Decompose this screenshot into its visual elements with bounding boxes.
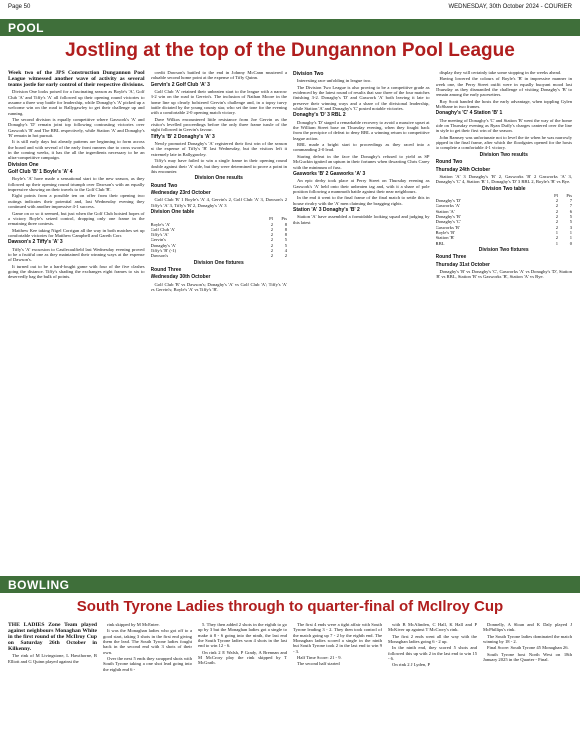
- bowling-column-5: [388, 622, 477, 732]
- table-cell: 2: [270, 226, 273, 232]
- paragraph: Dave Wilkos encountered little resistance from Joe Gervin as the visitor's levelled proceedings before the only three frame tussle of the night followed in Gervin's favour.: [150, 116, 287, 133]
- subheading: Division One fixtures: [193, 259, 244, 266]
- paragraph: Interesting race unfolding in league two.: [297, 78, 372, 84]
- table-cell: 8: [284, 226, 287, 232]
- table-cell: Gasworks 'A': [435, 203, 460, 209]
- subheading: Division One: [8, 161, 39, 168]
- paragraph: It is still early days but already patterns are beginning to form across the board and with several of the early front runners due to cross swords in the coming weeks, it has the all the ingredients necessary to be an ultra-competitive campaign.: [8, 139, 145, 161]
- paragraph: It was the Monaghan ladies who got off to a good start, taking 3 shots in the first end giving them the lead. The South Tyrone ladies fought back in the second end with 3 shots of their own.: [103, 628, 192, 655]
- paragraph: The rink of M Livingstone, L Hawthorne, B Elliott and G Quinn played against the: [8, 653, 97, 664]
- table-cell: 2: [555, 214, 558, 220]
- paragraph: South Tyrone host North West on 18th January 2025 in the Quarter - Final.: [483, 651, 572, 663]
- paragraph: Having lowered the colours of Boyle's 'B' in impressive manner in week one, the Perry Street outfit were in equally buoyant mood last Thursday as they dismantled the challenge of visiting Donaghy's 'B' to remain among the early pacesetters.: [435, 76, 572, 98]
- bowling-section-band: [0, 576, 580, 593]
- subheading: Division Two: [293, 71, 324, 77]
- table-cell: Station 'B': [435, 235, 455, 241]
- subheading: Gervin's 2 Golf Club 'A' 3: [150, 81, 210, 88]
- paragraph: THE LADIES Zone Team played against neighbours Monaghan White in the first round of the McIlroy Cup on Saturday 26th October in Kilkenny.: [8, 622, 97, 653]
- paragraph: credit Dawson's battled to the end in Johnny McCann mustered a valuable second home point at the expense of Tiffy Quinn.: [150, 70, 287, 81]
- paragraph: The second division is equally competitive where Gaswork's 'A' and Donaghy's 'D' remain joint top following contrasting victories over Gaswork's 'B' and The RBL respectively, while Station 'A' and Donaghy's 'B' remain in hot pursuit.: [8, 117, 145, 139]
- table-cell: 5: [284, 237, 287, 243]
- table-cell: 8: [284, 221, 287, 227]
- table-cell: 5: [284, 242, 287, 248]
- table-cell: Pl: [554, 192, 558, 198]
- paragraph: Tiffy's may have failed to win a single frame in their opening round double against their 'A' side, but they were determined to prove a point in this encounter.: [150, 158, 287, 174]
- subheading: Round Three: [435, 254, 467, 261]
- table-cell: 2: [555, 224, 558, 230]
- paragraph: Golf Club 'A' retained their unbeaten start to the league with a narrow 3-2 win on the road to Gervin's. The inclusion of Nathan Moore in the home line up clearly bolstered Gervin's challenge and, in a topsy turvy battle dictated by the young county star, who set the tone for the evening with a comfortable 2-0 opening match victory.: [150, 89, 287, 116]
- table-cell: RBL: [435, 240, 445, 246]
- subheading: Division One results: [194, 175, 243, 182]
- table-cell: 2: [555, 208, 558, 214]
- bowling-headline: South Tyrone Ladies through to quarter-final of McIlroy Cup: [76, 598, 504, 615]
- pool-section-label: POOL: [8, 21, 45, 35]
- paragraph: The second half started: [297, 661, 340, 667]
- subheading: Gasworks 'B' 2 Gasworks 'A' 3: [293, 170, 366, 177]
- table-cell: Dawson's: [150, 253, 169, 259]
- pool-section-band: [0, 19, 580, 36]
- table-cell: 7: [569, 198, 572, 204]
- issue-date: WEDNESDAY, 30th October 2024 - COURIER: [448, 4, 572, 10]
- table-cell: 7: [569, 203, 572, 209]
- table-cell: 1: [555, 240, 558, 246]
- page-header: [0, 0, 580, 16]
- fixtures-text: Golf Club 'B' vs Dawson's; Donaghy's 'A' vs Golf Club 'A'; Tiffy's 'A' vs Gervin's; Boyle's 'A' vs Tiffy's 'B'.: [150, 281, 287, 292]
- bowling-column-2: [103, 622, 192, 732]
- pool-article: [8, 70, 572, 568]
- table-cell: 3: [569, 224, 572, 230]
- bowling-column-1: [8, 622, 97, 732]
- paragraph: Roy Scott handed the hosts the early advantage, when toppling Gylen McShane in two frames.: [435, 98, 572, 110]
- paragraph: Final Score: South Tyrone 45 Monaghan 26.: [487, 645, 569, 651]
- paragraph: Division One looks poised for a fascinating season as Boyle's 'A', Golf Club 'A' and Tiffy's 'A' all followed up their opening round victories to assume a three way battle for leadership, while Donaghy's 'A' picked up a welcome win on the road to Ballygawley to get their challenge up and running.: [8, 89, 145, 116]
- table-cell: 6: [569, 208, 572, 214]
- subheading: Thursday 24th October: [435, 166, 491, 173]
- table-cell: 4: [284, 248, 287, 254]
- table-cell: 5: [569, 214, 572, 220]
- paragraph: On rink 2 E Walsh, P Grady, A Brennan and M McCrory play the rink skipped by T McGrath.: [198, 649, 287, 666]
- results-text: Golf Club 'B' 1 Boyle's 'A' 4, Gervin's 2, Golf Club 'A' 3, Dawson's 2 Tiffy's 'A' 3, Tiffy's 'B' 2, Donaghy's 'A' 3: [150, 197, 287, 208]
- results-text: Station 'A' 3 Donaghy's 'B' 2, Gasworks 'B' 2 Gasworks 'A' 3, Donaghy's 'C' 4, Station 'B' 1, Donaghy's 'D' 3 RBL 2, Boyle's 'B' vs Bye.: [435, 173, 572, 185]
- paragraph: 5. They then added 2 shots in the eighth to go up by 3 but the Monaghan ladies got a single to make it 8 - 6 going into the ninth, the last end the South Tyrone ladies won 4 shots in the last end to win 12 - 6.: [198, 622, 287, 649]
- paragraph: Half Time Score: 21 - 9.: [297, 655, 342, 661]
- paragraph: Tiffy's 'A' excursion to Castlecaulfield last Wednesday evening proved to be a fruitful one as they maintained their winning ways at the expense of Dawson's.: [8, 246, 145, 263]
- bowling-column-6: [483, 622, 572, 732]
- table-cell: 8: [284, 232, 287, 238]
- paragraph: In the ninth end, they scored 5 shots and followed this up with 2 in the last end to win 15 - 6.: [388, 645, 477, 662]
- paragraph: rink skipped by M McEntee.: [107, 622, 160, 627]
- pool-column-4: [436, 70, 573, 568]
- league-table: [151, 216, 288, 258]
- pool-headline: Jostling at the top of the Dungannon Pool League: [65, 40, 515, 61]
- paragraph: with B McAlinden, C Hall, K Hall and P McKiver up against T McCrory's rink.: [388, 622, 477, 633]
- table-cell: 2: [555, 198, 558, 204]
- subheading: Division One table: [150, 208, 195, 215]
- paragraph: Game on or so it seemed, but just when the Golf Club hoisted hopes of a victory Boyle's seized control, dropping only one frame in the remaining three contests.: [8, 210, 145, 227]
- subheading: Round Two: [435, 159, 463, 166]
- table-cell: Gervin's: [150, 237, 166, 243]
- table-cell: Boyle's 'A': [150, 221, 171, 227]
- paragraph: Eight points from a possible ten on offer from their opening two outings indicates their potential and, last Wednesday evening they continued with another impressive 4-1 success.: [8, 193, 145, 210]
- table-cell: 2: [270, 253, 273, 259]
- table-row: [436, 241, 573, 246]
- paragraph: Boyle's 'A' have made a sensational start to the new season, as they followed up their opening round triumph over Dawson's with an equally impressive showing on their travels to the Golf Club 'B'.: [8, 176, 145, 193]
- table-cell: 5: [569, 219, 572, 225]
- table-cell: 2: [270, 237, 273, 243]
- paragraph: The South Tyrone ladies dominated the match winning by 18 - 2.: [483, 633, 572, 645]
- table-cell: 2: [270, 221, 273, 227]
- page-number: Page 50: [8, 4, 31, 10]
- subheading: Round Two: [150, 182, 178, 189]
- table-cell: 1: [569, 235, 572, 241]
- table-cell: 2: [270, 232, 273, 238]
- table-row: [151, 253, 288, 258]
- fixtures-text: Donaghy's 'B' vs Donaghy's 'C', Gasworks 'A' vs Donaghy's 'D', Station 'B' vs RBL, Station 'B' vs Gasworks 'B', Station 'A' vs Bye.: [435, 268, 572, 280]
- paragraph: It turned out to be a hard-fought game with four of the five clashes going the distance. Tiffy's shading the exchanges eight frames to six to deservedly bag the bulk of points.: [8, 263, 145, 280]
- subheading: Tiffy's 'B' 2 Donaghy's 'A' 3: [150, 133, 215, 140]
- table-cell: Gasworks 'B': [435, 224, 460, 230]
- paragraph: RBL made a bright start to proceedings as they raced into a commanding 2-0 lead.: [293, 142, 430, 153]
- paragraph: Donnelly, A Sloan and K Daly played J McPhillips's rink.: [483, 622, 572, 633]
- table-cell: Boyle's 'B': [435, 229, 455, 235]
- paragraph: The Division Two League is also proving to be a competitive grade as evidenced by the latest round of results that saw three of the four matches finishing 3-2. Donaghy's 'D' and Gaswork 'A' both leaving it late to preserve their winning ways and a share of the divisional leadership, while Station 'A' and Donaghy's 'C' posted notable victories.: [293, 84, 430, 112]
- subheading: Dawson's 2 Tiffy's 'A' 3: [8, 239, 63, 246]
- subheading: Wednesday 23rd October: [150, 189, 211, 196]
- table-cell: Tiffy's 'A': [150, 232, 169, 238]
- bowling-article: [8, 622, 572, 732]
- pool-column-2: [151, 70, 288, 568]
- paragraph: display they will certainly take some stopping in the weeks ahead.: [439, 70, 562, 75]
- paragraph: John Ramsey was unfortunate not to level the tie when he was narrowly pipped in the final frame, after which the floodgates opened for the hosts to complete a comfortable 4-1 victory.: [435, 134, 572, 151]
- paragraph: Newly promoted Donaghy's 'A' registered their first win of the season at the expense of Tiffy's 'B' last Wednesday, but the visitors left it extremely late in Ballygawley.: [150, 141, 287, 157]
- paragraph: The meeting of Donaghy's 'C' and Station 'B' went the way of the home side on Thursday evening as Ryan Duffy's charges cantered over the line in style to get their first win of the season.: [435, 117, 572, 134]
- table-cell: Tiffy's 'B' (-1): [150, 248, 177, 254]
- table-cell: 1: [569, 229, 572, 235]
- bowling-section-label: BOWLING: [8, 578, 70, 592]
- table-cell: Pts: [566, 192, 572, 198]
- table-cell: 2: [555, 219, 558, 225]
- paragraph: In the end it went to the final frame of the final match to settle this in house rivalry with the 'A' men claiming the bragging rights.: [293, 195, 430, 206]
- subheading: Division Two results: [479, 151, 528, 158]
- subheading: Donaghy's 'C' 4 Station 'B' 1: [435, 110, 503, 117]
- paragraph: Staring defeat in the face the Donaghy's refused to yield as SP McGuckin ignited an upturn in their fortunes when thwarting Chris Carey with the minimum of fuss.: [293, 153, 430, 170]
- table-cell: Donaghy's 'D': [435, 198, 462, 204]
- pool-column-1: [8, 70, 145, 568]
- paragraph: Station 'A' have assembled a formidable looking squad and judging by this latest: [293, 214, 430, 225]
- subheading: Golf Club 'B' 1 Boyle's 'A' 4: [8, 169, 73, 176]
- table-cell: 2: [555, 203, 558, 209]
- subheading: Station 'A' 3 Donaghy's 'B' 2: [293, 206, 360, 213]
- league-table: [436, 193, 573, 246]
- table-cell: 0: [569, 240, 572, 246]
- paragraph: Donaghy's 'D' staged a remarkable recovery to avoid a massive upset at the William Street base on Thursday evening, when they fought back from the precipice of defeat to deny RBL a winning return to competitive league action.: [293, 119, 430, 141]
- table-cell: Station 'A': [435, 208, 455, 214]
- subheading: Division Two fixtures: [478, 246, 529, 253]
- table-cell: Donaghy's 'C': [435, 219, 461, 225]
- table-cell: 2: [284, 253, 287, 259]
- paragraph: The first 4 ends were a tight affair with South Tyrone leading 3 - 2. They then took control of the match going up 7 - 2 by the eighth end. The Monaghan ladies scored a single in the ninth but South Tyrone took 2 in the last end to win 9 - 3.: [293, 622, 382, 654]
- subheading: Donaghy's 'D' 3 RBL 2: [293, 112, 346, 119]
- paragraph: Over the next 5 ends they swapped shots with South Tyrone taking a one shot lead going into the eighth end 6 -: [103, 656, 192, 672]
- table-cell: 1: [555, 229, 558, 235]
- subheading: Division Two table: [481, 185, 526, 192]
- table-cell: 2: [270, 248, 273, 254]
- subheading: Thursday 31st October: [435, 261, 490, 268]
- paragraph: Matthew Kee taking Nigel Corrigan all the way in both matches set up comfortable victories for Matthew Campbell and Gareth Corr.: [8, 227, 145, 238]
- table-cell: Donaghy's 'A': [150, 242, 177, 248]
- subheading: Wednesday 30th October: [150, 274, 211, 281]
- table-cell: 2: [270, 242, 273, 248]
- bowling-column-3: [198, 622, 287, 732]
- table-cell: Donaghy's 'B': [435, 214, 461, 220]
- table-cell: Pts: [281, 216, 287, 222]
- pool-lead: Week two of the JPS Construction Dungannon Pool League witnessed another wave of activity as several teams jostle for early control of their respective divisions.: [8, 70, 145, 89]
- table-cell: Golf Club 'A': [150, 226, 176, 232]
- table-cell: Pl: [269, 216, 273, 222]
- bowling-column-4: [293, 622, 382, 732]
- subheading: Round Three: [150, 266, 182, 273]
- paragraph: On rink 2 J Lyden, P: [392, 662, 431, 668]
- pool-column-3: [293, 70, 430, 568]
- paragraph: The first 2 ends went all the way with the Monaghan ladies going 6 - 2 up.: [388, 633, 477, 645]
- table-cell: 2: [555, 235, 558, 241]
- paragraph: An epic derby took place at Perry Street on Thursday evening as Gaswork's 'A' held onto their unbeaten tag and, with it a share of pole position following a mammoth battle against their near neighbours.: [293, 178, 430, 194]
